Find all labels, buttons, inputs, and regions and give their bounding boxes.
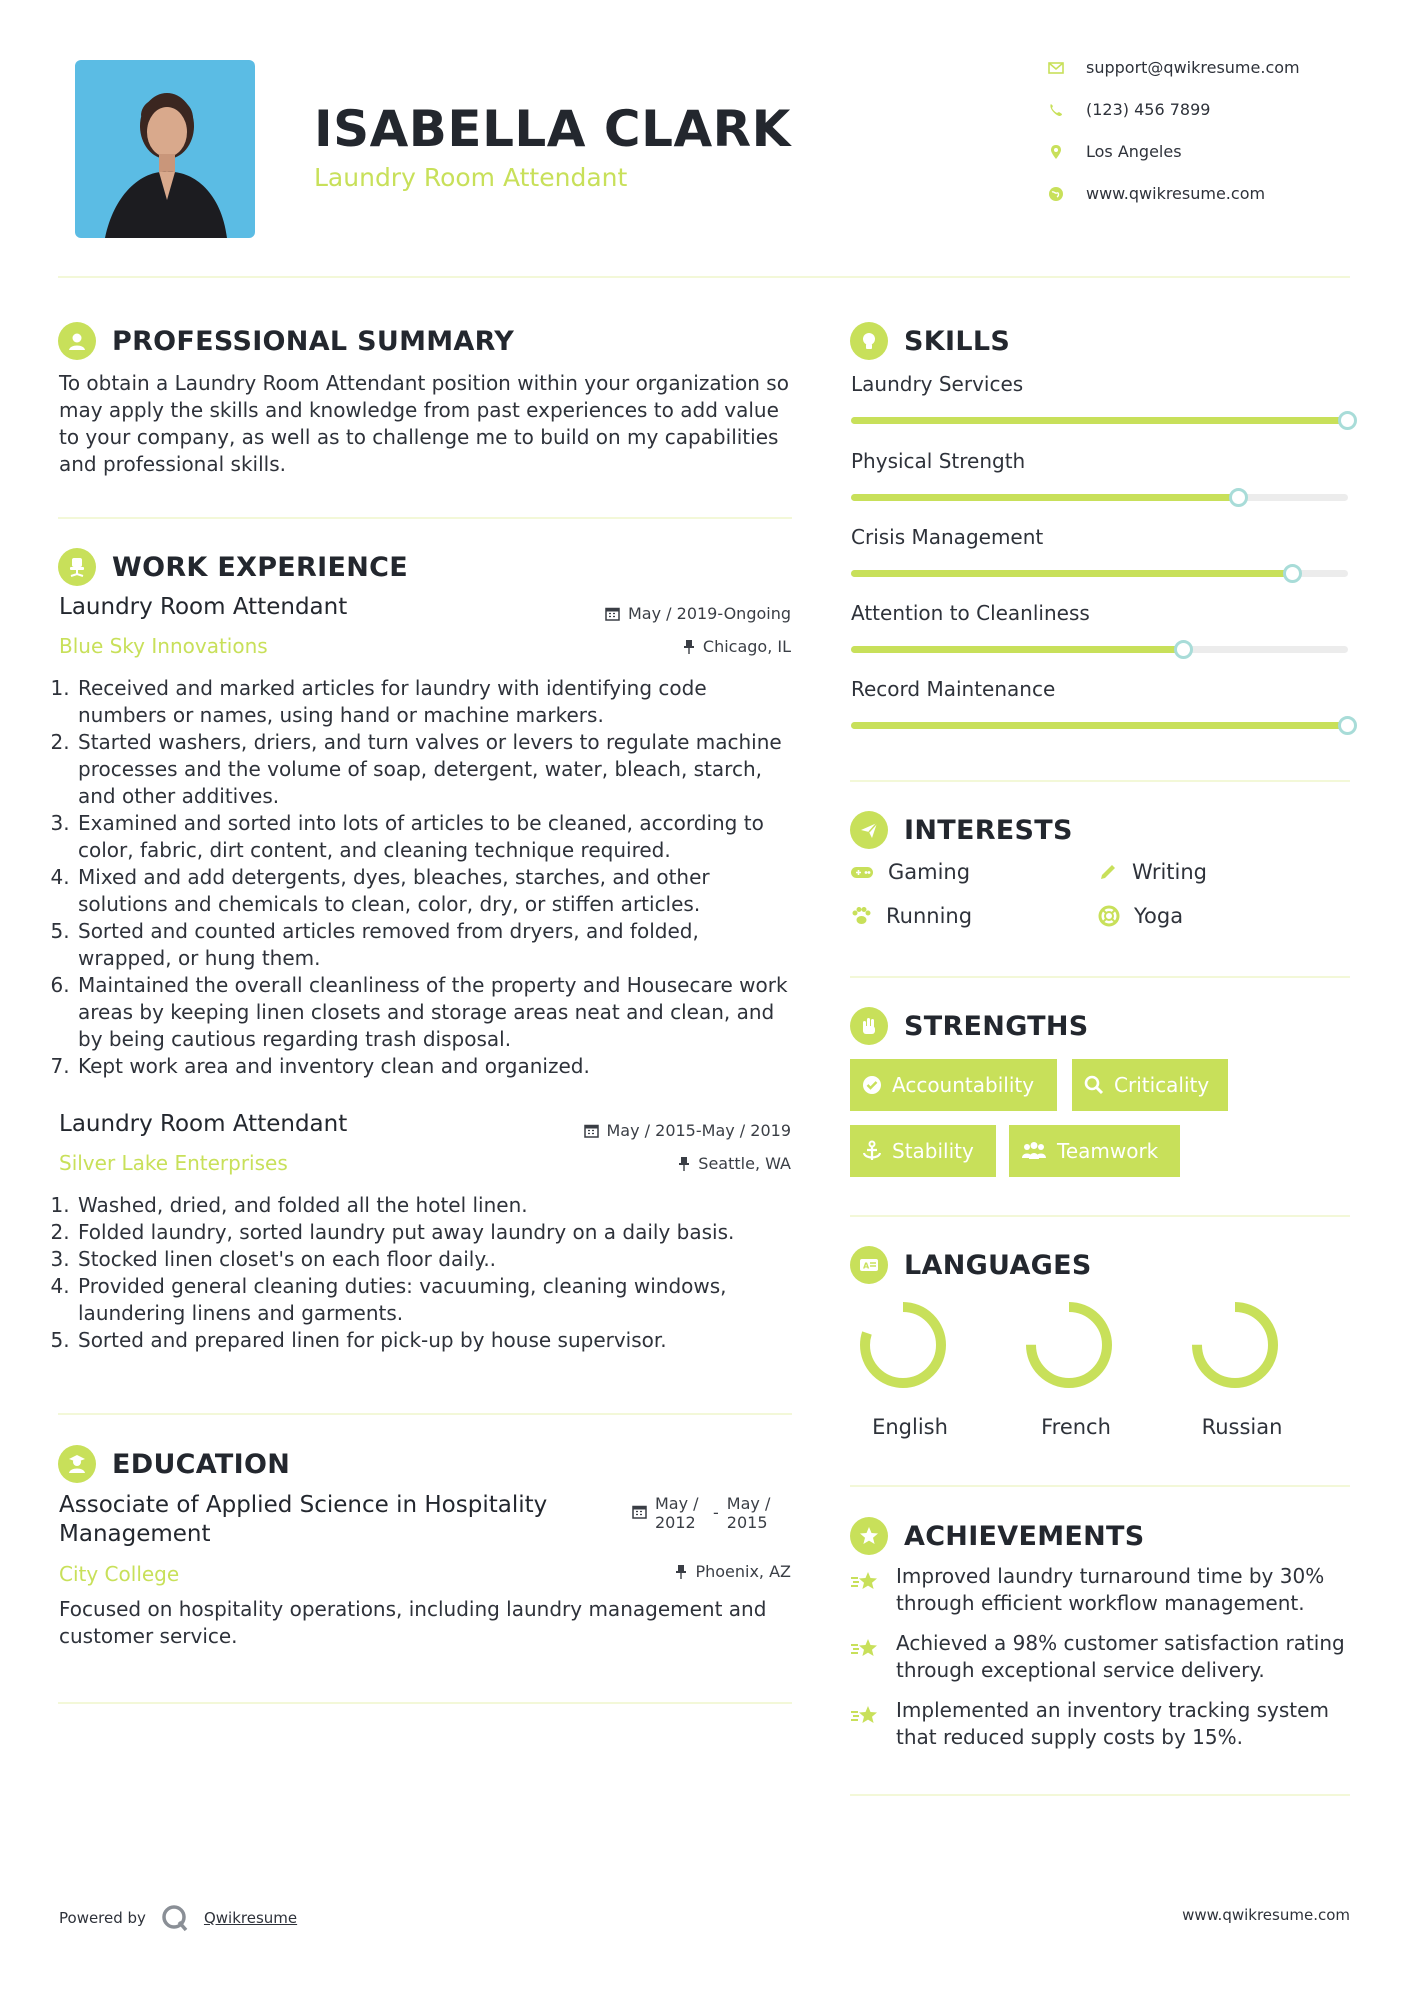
- list-item: 4. Provided general cleaning duties: vacuuming, cleaning windows, laundering linens and garments.: [76, 1273, 796, 1327]
- strength-tag: [850, 1059, 1057, 1111]
- contact-email[interactable]: [1048, 58, 1300, 77]
- lifebuoy-icon: [1098, 905, 1120, 927]
- achievement-text: Achieved a 98% customer satisfaction rating through exceptional service delivery.: [896, 1631, 1345, 1682]
- list-item: 5. Sorted and prepared linen for pick-up by house supervisor.: [76, 1327, 796, 1354]
- office-chair-icon: [58, 548, 96, 586]
- list-item: 7. Kept work area and inventory clean and organized.: [76, 1053, 796, 1080]
- calendar-icon: [632, 1504, 647, 1519]
- users-icon: [1021, 1141, 1047, 1161]
- contact-phone[interactable]: [1048, 100, 1210, 119]
- interest-running: [850, 904, 972, 928]
- interest-label: Writing: [1132, 860, 1207, 884]
- experience-divider: [58, 1413, 792, 1415]
- strength-label: Stability: [892, 1139, 974, 1163]
- check-circle-icon: [862, 1075, 882, 1095]
- strength-label: Teamwork: [1057, 1139, 1159, 1163]
- job-2-dates: [520, 1121, 791, 1140]
- interest-label: Gaming: [888, 860, 971, 884]
- pin-icon: [683, 639, 695, 654]
- search-icon: [1084, 1075, 1104, 1095]
- achievements-header: [850, 1517, 1145, 1555]
- skill-bar: [851, 494, 1348, 501]
- achievement-item: [850, 1697, 1350, 1751]
- skill-bar: [851, 417, 1348, 424]
- summary-title: PROFESSIONAL SUMMARY: [112, 325, 515, 357]
- job-1-location: [540, 637, 791, 656]
- education-start: May / 2012: [655, 1494, 699, 1532]
- skills-title: SKILLS: [904, 325, 1011, 357]
- strength-tag: [850, 1125, 996, 1177]
- education-end: May / 2015: [726, 1494, 771, 1532]
- list-item: 1. Washed, dried, and folded all the hotel linen.: [76, 1192, 796, 1219]
- powered-by-text: Powered by: [59, 1909, 146, 1927]
- interest-label: Yoga: [1134, 904, 1184, 928]
- list-item: 4. Mixed and add detergents, dyes, bleaches, starches, and other solutions and chemicals to clean, color, dry, or stiffen articles.: [76, 864, 796, 918]
- strengths-header: [850, 1007, 1089, 1045]
- skill-bar: [851, 722, 1348, 729]
- education-location: [540, 1562, 791, 1581]
- languages-title: LANGUAGES: [904, 1249, 1092, 1281]
- languages-divider: [850, 1485, 1350, 1487]
- profile-photo: [75, 60, 255, 238]
- skill-name: Laundry Services: [851, 372, 1024, 396]
- pin-icon: [678, 1156, 690, 1171]
- education-dates: [632, 1494, 777, 1532]
- contact-location: [1048, 142, 1182, 161]
- language-ring: [1024, 1300, 1114, 1390]
- job-2-location: [540, 1154, 791, 1173]
- language-ring-arc: [1197, 1307, 1273, 1383]
- footer-powered-by: [59, 1903, 297, 1933]
- footer-site[interactable]: www.qwikresume.com: [1182, 1906, 1350, 1924]
- qwikresume-link[interactable]: Qwikresume: [203, 1909, 298, 1927]
- interests-divider: [850, 976, 1350, 978]
- interest-writing: [1098, 860, 1207, 884]
- skill-name: Attention to Cleanliness: [851, 601, 1090, 625]
- strength-tag: [1072, 1059, 1228, 1111]
- skill-name: Record Maintenance: [851, 677, 1056, 701]
- education-degree: Associate of Applied Science in Hospitality Management: [59, 1492, 548, 1547]
- interests-title: INTERESTS: [904, 814, 1073, 846]
- candidate-name: ISABELLA CLARK: [314, 100, 791, 158]
- calendar-icon: [605, 606, 620, 621]
- contact-phone-text: (123) 456 7899: [1086, 100, 1211, 119]
- job-2-dates-text: May / 2015-May / 2019: [606, 1121, 791, 1140]
- language-name: Russian: [1201, 1415, 1283, 1439]
- list-item: 2. Started washers, driers, and turn valves or levers to regulate machine processes and the volume of soap, detergent, water, bleach, starch, and other additives.: [76, 729, 796, 810]
- shooting-star-icon: [850, 1569, 882, 1595]
- user-icon: [58, 322, 96, 360]
- location-pin-icon: [1048, 144, 1064, 160]
- header-divider: [58, 276, 1350, 278]
- shooting-star-icon: [850, 1636, 882, 1662]
- job-2-location-text: Seattle, WA: [698, 1154, 791, 1173]
- hand-icon: [850, 1007, 888, 1045]
- language-ring: [1190, 1300, 1280, 1390]
- skill-bar-fill: [851, 570, 1293, 577]
- summary-text: To obtain a Laundry Room Attendant position within your organization so may apply the skills and knowledge from past experiences to add value to your company, as well as to challenge me to build on my capabilities and professional skills.: [59, 371, 789, 476]
- calendar-icon: [584, 1123, 599, 1138]
- shooting-star-icon: [850, 1703, 882, 1729]
- job-2-company: Silver Lake Enterprises: [59, 1151, 288, 1175]
- strength-tag: [1009, 1125, 1180, 1177]
- language-ring: [858, 1300, 948, 1390]
- list-item: 5. Sorted and counted articles removed from dryers, and folded, wrapped, or hung them.: [76, 918, 796, 972]
- job-1-company: Blue Sky Innovations: [59, 634, 268, 658]
- skill-bar-fill: [851, 722, 1348, 729]
- skill-name: Physical Strength: [851, 449, 1026, 473]
- strength-label: Accountability: [892, 1073, 1035, 1097]
- candidate-role: Laundry Room Attendant: [314, 163, 628, 192]
- language-name: English: [872, 1415, 948, 1439]
- summary-divider: [58, 517, 792, 519]
- summary-header: [58, 322, 514, 360]
- education-description: Focused on hospitality operations, including laundry management and customer service.: [59, 1597, 767, 1648]
- education-title: EDUCATION: [112, 1448, 291, 1480]
- experience-title: WORK EXPERIENCE: [112, 551, 408, 583]
- skills-header: [850, 322, 1010, 360]
- education-location-text: Phoenix, AZ: [695, 1562, 791, 1581]
- gamepad-icon: [850, 864, 874, 880]
- job-1-duties: [56, 675, 796, 1080]
- language-icon: [850, 1246, 888, 1284]
- lightbulb-icon: [850, 322, 888, 360]
- job-1-location-text: Chicago, IL: [702, 637, 791, 656]
- job-1-dates: [540, 604, 791, 623]
- qwikresume-logo-icon: [160, 1903, 190, 1933]
- achievement-item: [850, 1563, 1350, 1617]
- skill-bar: [851, 646, 1348, 653]
- achievement-text: Implemented an inventory tracking system that reduced supply costs by 15%.: [896, 1698, 1329, 1749]
- job-2-duties: [56, 1192, 796, 1354]
- job-1-title: Laundry Room Attendant: [59, 594, 348, 620]
- skill-bar-fill: [851, 417, 1348, 424]
- skill-bar-knob[interactable]: [1229, 488, 1248, 507]
- skill-bar-fill: [851, 646, 1184, 653]
- skill-bar-knob[interactable]: [1174, 640, 1193, 659]
- star-badge-icon: [850, 1517, 888, 1555]
- interest-gaming: [850, 860, 970, 884]
- job-2-title: Laundry Room Attendant: [59, 1111, 348, 1137]
- globe-icon: [1048, 186, 1064, 202]
- skill-bar-knob[interactable]: [1283, 564, 1302, 583]
- pin-icon: [675, 1564, 687, 1579]
- education-divider: [58, 1702, 792, 1704]
- language-ring-arc: [865, 1307, 941, 1383]
- strengths-title: STRENGTHS: [904, 1010, 1089, 1042]
- languages-header: [850, 1246, 1092, 1284]
- skill-bar: [851, 570, 1348, 577]
- email-icon: [1048, 62, 1064, 74]
- phone-icon: [1048, 103, 1064, 117]
- skill-bar-knob[interactable]: [1338, 411, 1357, 430]
- anchor-icon: [862, 1140, 882, 1162]
- achievements-divider: [850, 1794, 1350, 1796]
- contact-website[interactable]: [1048, 184, 1265, 203]
- skill-bar-knob[interactable]: [1338, 716, 1357, 735]
- list-item: 1. Received and marked articles for laundry with identifying code numbers or names, using hand or machine markers.: [76, 675, 796, 729]
- education-school: City College: [59, 1562, 180, 1586]
- language-name: French: [1041, 1415, 1111, 1439]
- contact-email-text: support@qwikresume.com: [1086, 58, 1300, 77]
- interest-label: Running: [886, 904, 973, 928]
- interests-header: [850, 811, 1073, 849]
- graduate-icon: [58, 1445, 96, 1483]
- achievement-item: [850, 1630, 1350, 1684]
- achievement-text: Improved laundry turnaround time by 30% through efficient workflow management.: [896, 1564, 1325, 1615]
- svg-text:A: A: [863, 1261, 870, 1271]
- list-item: 6. Maintained the overall cleanliness of the property and Housecare work areas by keeping linen closets and storage areas neat and clean, and by being cautious regarding trash disposal.: [76, 972, 796, 1053]
- experience-header: [58, 548, 408, 586]
- paw-icon: [850, 906, 872, 926]
- contact-website-text: www.qwikresume.com: [1086, 184, 1266, 203]
- interest-yoga: [1098, 904, 1183, 928]
- language-ring-arc: [1031, 1307, 1107, 1383]
- pencil-icon: [1098, 862, 1118, 882]
- job-1-dates-text: May / 2019-Ongoing: [628, 604, 791, 623]
- list-item: 2. Folded laundry, sorted laundry put away laundry on a daily basis.: [76, 1219, 796, 1246]
- list-item: 3. Examined and sorted into lots of articles to be cleaned, according to color, fabric, dirt content, and cleaning technique required.: [76, 810, 796, 864]
- education-header: [58, 1445, 290, 1483]
- list-item: 3. Stocked linen closet's on each floor daily..: [76, 1246, 796, 1273]
- paper-plane-icon: [850, 811, 888, 849]
- strengths-divider: [850, 1215, 1350, 1217]
- contact-location-text: Los Angeles: [1086, 142, 1182, 161]
- strength-label: Criticality: [1114, 1073, 1210, 1097]
- skills-divider: [850, 780, 1350, 782]
- skill-name: Crisis Management: [851, 525, 1044, 549]
- education-date-separator: -: [713, 1503, 719, 1522]
- skill-bar-fill: [851, 494, 1239, 501]
- achievements-title: ACHIEVEMENTS: [904, 1520, 1145, 1552]
